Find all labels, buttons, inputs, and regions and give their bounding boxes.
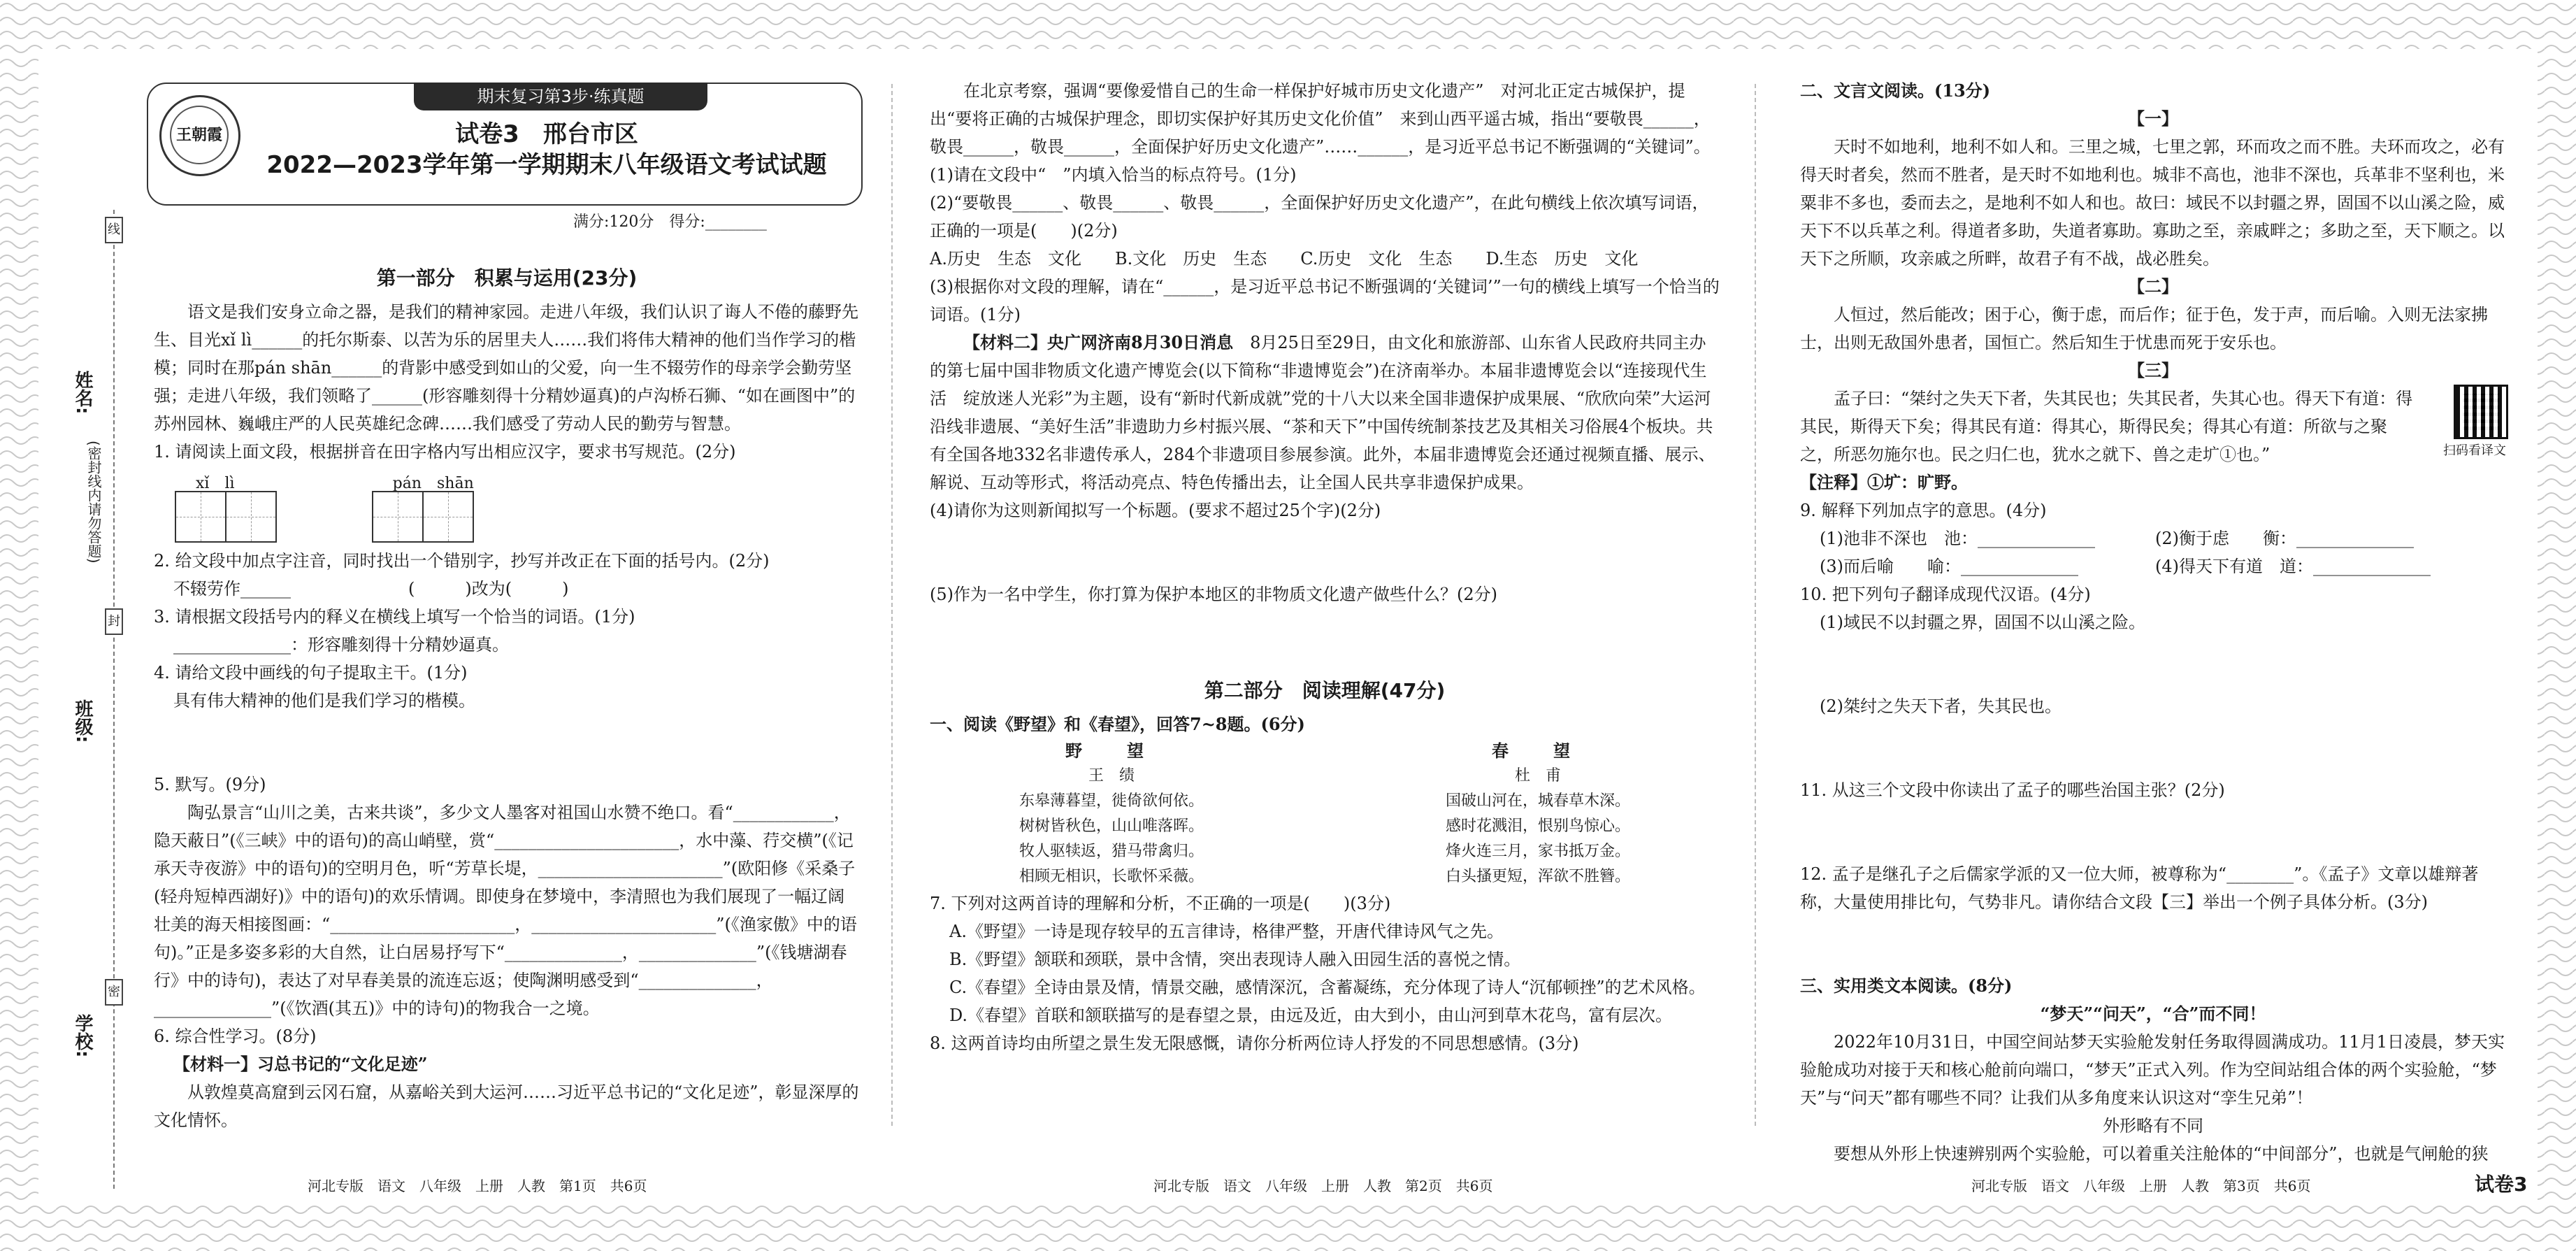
binding-line [113,210,115,1189]
article-paragraph-2: 要想从外形上快速辨别两个实验舱，可以着重关注舱体的“中间部分”，也就是气闸舱的狭 [1834,1144,2489,1164]
column-divider [891,84,893,1126]
annotation-note: 【注释】①圹：旷野。 [1800,472,1968,492]
poem-1-author: 王 绩 [1088,767,1135,785]
column-1 [154,252,860,1134]
writing-grids [175,470,860,543]
brand-logo [159,95,240,176]
poem-2-line: 感时花溅泪，恨别鸟惊心。 [1445,817,1630,835]
question-3: 3. 请根据文段括号内的释义在横线上填写一个恰当的词语。(1分) [154,607,635,627]
article-subheading: 外形略有不同 [2103,1116,2203,1136]
seal-mark-seal: 封 [105,608,123,635]
question-9: 9. 解释下列加点字的意思。(4分) [1800,501,2047,520]
footer-page-3: 河北专版 语文 八年级 上册 人教 第3页 共6页 [1971,1178,2311,1194]
school-label: 学校: [72,1014,93,1058]
exam-header [147,83,863,206]
binding-sidebar [63,210,126,1189]
brand-logo-text: 王朝霞 [170,106,229,164]
pinyin-panshan: pán shān [392,475,474,492]
question-2-answer[interactable]: 不辍劳作______ ( )改为( ) [173,579,569,599]
poems [930,738,1720,889]
question-9-item[interactable]: (1)池非不深也 池：______________ [1820,529,2095,548]
poem-1-line: 牧人驱犊返，猎马带禽归。 [1019,843,1204,860]
grid-xili [175,470,275,543]
column-3 [1800,77,2506,1168]
question-3-answer[interactable]: ______________：形容雕刻得十分精妙逼真。 [173,635,509,655]
question-5-text[interactable]: 陶弘景言“山川之美，古来共谈”，多少文人墨客对祖国山水赞不绝口。看“____________，隐天蔽日”(《三峡》中的语句)的高山峭壁，赏“______________________，水中藻、荇交横”(《记承天寺夜游》中的语句)的空明月色，听“芳草长堤，______________________”(欧阳修《采桑子(轻舟短棹西湖好)》中的语句)的欢乐情调。即使身在梦境中，李清照也为我们展现了一幅辽阔壮美的海天相接图画：“______________________，______________________”(《渔家傲》中的语句)。”正是多姿多彩的大自然，让白居易抒写下“______________，______________”(《钱塘湖春行》中的诗句)，表达了对早春美景的流连忘返；使陶渊明感受到“______________，______________”(《饮酒(其五)》中的诗句)的物我合一之境。 [154,803,857,1018]
seal-mark-secret: 密 [105,979,123,1006]
seal-note: (密封线内请勿答题) [85,441,102,564]
pinyin-xili: xǐ lì [196,475,235,492]
question-9-item[interactable]: (4)得天下有道 道：______________ [2155,557,2431,576]
question-7-option-a[interactable]: A.《野望》一诗是现存较早的五言律诗，格律严整，开唐代律诗风气之先。 [949,922,1504,941]
score-line: 满分:120分 得分:________ [573,213,767,231]
section-2-heading: 二、文言文阅读。(13分) [1800,80,1991,101]
footer-page-1: 河北专版 语文 八年级 上册 人教 第1页 共6页 [308,1178,647,1194]
class-label: 班级: [72,699,93,743]
question-8: 8. 这两首诗均由所望之景生发无限感慨，请你分析两位诗人抒发的不同思想感情。(3分) [930,1034,1579,1053]
question-6-5: (5)作为一名中学生，你打算为保护本地区的非物质文化遗产做些什么？(2分) [930,585,1497,604]
grid-cell[interactable] [372,491,424,543]
passage-c-text: 孟子曰：“桀纣之失天下者，失其民也；失其民者，失其心也。得天下有道：得其民，斯得天下矣；得其民有道：得其心，斯得民矣；得其心有道：所欲与之聚之，所恶勿施尔也。民之归仁也，犹水之就下、兽之走圹①也。” [1800,389,2413,464]
section-3-heading: 三、实用类文本阅读。(8分) [1800,975,2013,996]
passage-a-title: 【一】 [2128,108,2178,129]
column-2 [930,77,1720,1057]
passage-c-title: 【三】 [2128,360,2178,380]
part2-heading: 第二部分 阅读理解(47分) [1204,679,1446,702]
qr-code-icon[interactable] [2454,385,2508,439]
article-paragraph-1: 2022年10月31日，中国空间站梦天实验舱发射任务取得圆满成功。11月1日凌晨，梦天实验舱成功对接于天和核心舱前向端口，“梦天”正式入列。作为空间站组合体的两个实验舱，“梦天”与“问天”都有哪些不同？让我们从多角度来认识这对“孪生兄弟”！ [1800,1032,2505,1108]
poem-1-line: 相顾无相识，长歌怀采薇。 [1019,868,1204,885]
footer-page-2: 河北专版 语文 八年级 上册 人教 第2页 共6页 [1153,1178,1493,1194]
name-label: 姓名: [72,371,93,415]
question-1: 1. 请阅读上面文段，根据拼音在田字格内写出相应汉字，要求书写规范。(2分) [154,442,736,462]
poem-2-author: 杜 甫 [1514,767,1561,785]
question-6-2: (2)“要敬畏______、敬畏______、敬畏______，全面保护好历史文化遗产”，在此句横线上依次填写词语，正确的一项是( )(2分) [930,193,1709,241]
passage-b-title: 【二】 [2128,276,2178,296]
question-11: 11. 从这三个文段中你读出了孟子的哪些治国主张？(2分) [1800,780,2225,800]
poem-2-line: 白头搔更短，浑欲不胜簪。 [1445,868,1630,885]
column-divider [1755,84,1756,1126]
exam-title [239,119,854,180]
question-7-option-d[interactable]: D.《春望》首联和颔联描写的是春望之景，由远及近，由大到小，由山河到草木花鸟，富有层次。 [949,1006,1673,1025]
exam-title-line1: 试卷3 邢台市区 [455,120,638,148]
question-7-option-b[interactable]: B.《野望》颔联和颈联，景中含情，突出表现诗人融入田园生活的喜悦之情。 [949,950,1521,969]
grid-cell[interactable] [422,491,474,543]
question-10-1: (1)域民不以封疆之界，固国不以山溪之险。 [1820,613,2145,632]
poem-1-line: 东皋薄暮望，徙倚欲何依。 [1019,792,1204,810]
question-9-item[interactable]: (3)而后喻 喻：______________ [1820,557,2078,576]
material-1-continued[interactable]: 在北京考察，强调“要像爱惜自己的生命一样保护好城市历史文化遗产” 对河北正定古城保护，提出“要将正确的古城保护理念，即切实保护好其历史文化价值” 来到山西平遥古城，指出“要敬畏______，敬畏______，敬畏______，全面保护好历史文化遗产”……______，是习近平总书记不断强调的“关键词”。 [930,81,1711,157]
poem-1-line: 树树皆秋色，山山唯落晖。 [1019,817,1204,835]
question-12: 12. 孟子是继孔子之后儒家学派的又一位大师，被尊称为“________”。《孟子》文章以雄辩著称，大量使用排比句，气势非凡。请你结合文段【三】举出一个例子具体分析。(3分) [1800,864,2479,912]
poem-2-line: 国破山河在，城春草木深。 [1445,792,1630,810]
question-6: 6. 综合性学习。(8分) [154,1027,317,1046]
review-step-tab: 期末复习第3步·练真题 [414,83,707,110]
material-1-title: 【材料一】习总书记的“文化足迹” [173,1054,428,1074]
grid-panshan [372,470,474,543]
grid-cell[interactable] [175,491,226,543]
exam-title-line2: 2022—2023学年第一学期期末八年级语文考试试题 [266,151,827,179]
poem-yewang [930,738,1293,889]
question-9-items [1820,524,2506,580]
passage-a-text: 天时不如地利，地利不如人和。三里之城，七里之郭，环而攻之而不胜。夫环而攻之，必有得天时者矣，然而不胜者，是天时不如地利也。城非不高也，池非不深也，兵革非不坚利也，米粟非不多也，委而去之，是地利不如人和也。故曰：域民不以封疆之界，固国不以山溪之险，威天下不以兵革之利。得道者多助，失道者寡助。寡助之至，亲戚畔之；多助之至，天下顺之。以天下之所顺，攻亲戚之所畔，故君子有不战，战必胜矣。 [1800,137,2505,269]
qr-label: 扫码看译文 [2443,443,2506,458]
question-7: 7. 下列对这两首诗的理解和分析，不正确的一项是( )(3分) [930,894,1391,913]
paper-number: 试卷3 [2475,1173,2528,1196]
material-2-title: 【材料二】央广网济南8月30日消息 [963,332,1234,352]
question-6-4: (4)请你为这则新闻拟写一个标题。(要求不超过25个字)(2分) [930,501,1381,520]
question-6-2-options: A.历史 生态 文化 B.文化 历史 生态 C.历史 文化 生态 D.生态 历史 文化 [930,249,1639,269]
reading-1-heading: 一、阅读《野望》和《春望》，回答7~8题。(6分) [930,714,1305,734]
part1-heading: 第一部分 积累与运用(23分) [376,266,638,289]
question-2: 2. 给文段中加点字注音，同时找出一个错别字，抄写并改正在下面的括号内。(2分) [154,551,770,571]
question-6-1: (1)请在文段中“ ”内填入恰当的标点符号。(1分) [930,165,1297,185]
material-1-text: 从敦煌莫高窟到云冈石窟，从嘉峪关到大运河……习近平总书记的“文化足迹”，彰显深厚的文化情怀。 [154,1082,859,1130]
poem-chunwang [1356,738,1720,889]
intro-paragraph: 语文是我们安身立命之器，是我们的精神家园。走进八年级，我们认识了诲人不倦的藤野先生、目光xǐ lì______的托尔斯泰、以苦为乐的居里夫人……我们将伟大精神的他们当作学习的楷模；同时在那pán shān______的背影中感受到如山的父爱，向一生不辍劳作的母亲学会勤劳坚强；走进八年级，我们领略了______(形容雕刻得十分精妙逼真)的卢沟桥石狮、“如在画图中”的苏州园林、巍峨庄严的人民英雄纪念碑……我们感受了劳动人民的勤劳与智慧。 [154,302,858,434]
question-7-option-c[interactable]: C.《春望》全诗由景及情，情景交融，感情深沉，含蓄凝练，充分体现了诗人“沉郁顿挫”的艺术风格。 [949,978,1706,997]
poem-2-line: 烽火连三月，家书抵万金。 [1445,843,1630,860]
question-4-sentence: 具有伟大精神的他们是我们学习的楷模。 [173,691,475,710]
passage-b-text: 人恒过，然后能改；困于心，衡于虑，而后作；征于色，发于声，而后喻。入则无法家拂士，出则无敌国外患者，国恒亡。然后知生于忧患而死于安乐也。 [1800,305,2488,352]
question-10-2: (2)桀纣之失天下者，失其民也。 [1820,696,2061,716]
poem-1-title: 野 望 [1065,741,1158,761]
material-2-text: 8月25日至29日，由文化和旅游部、山东省人民政府共同主办的第七届中国非物质文化遗产博览会(以下简称“非遗博览会”)在济南举办。本届非遗博览会以“连接现代生活 绽放迷人光彩”为主题，设有“新时代新成就”党的十八大以来全国非遗保护成果展、“欣欣向荣”大运河沿线非遗展、“美好生活”非遗助力乡村振兴展、“茶和天下”中国传统制茶技艺及其相关习俗展4个板块。共有全国各地332名非遗传承人，284个非遗项目参展参演。此外，本届非遗博览会还通过视频直播、展示、解说、互动等形式，将活动亮点、特色传播出去，让全国人民共享非遗保护成果。 [930,333,1715,492]
question-10: 10. 把下列句子翻译成现代汉语。(4分) [1800,585,2091,604]
question-9-item[interactable]: (2)衡于虑 衡：______________ [2155,529,2414,548]
grid-cell[interactable] [225,491,277,543]
question-6-3: (3)根据你对文段的理解，请在“______，是习近平总书记不断强调的‘关键词’”一句的横线上填写一个恰当的词语。(1分) [930,277,1720,324]
seal-mark-line: 线 [105,217,123,243]
question-5: 5. 默写。(9分) [154,775,266,794]
question-4: 4. 请给文段中画线的句子提取主干。(1分) [154,663,468,682]
article-title: “梦天”“问天”，“合”而不同！ [2040,1003,2266,1024]
poem-2-title: 春 望 [1492,741,1584,761]
